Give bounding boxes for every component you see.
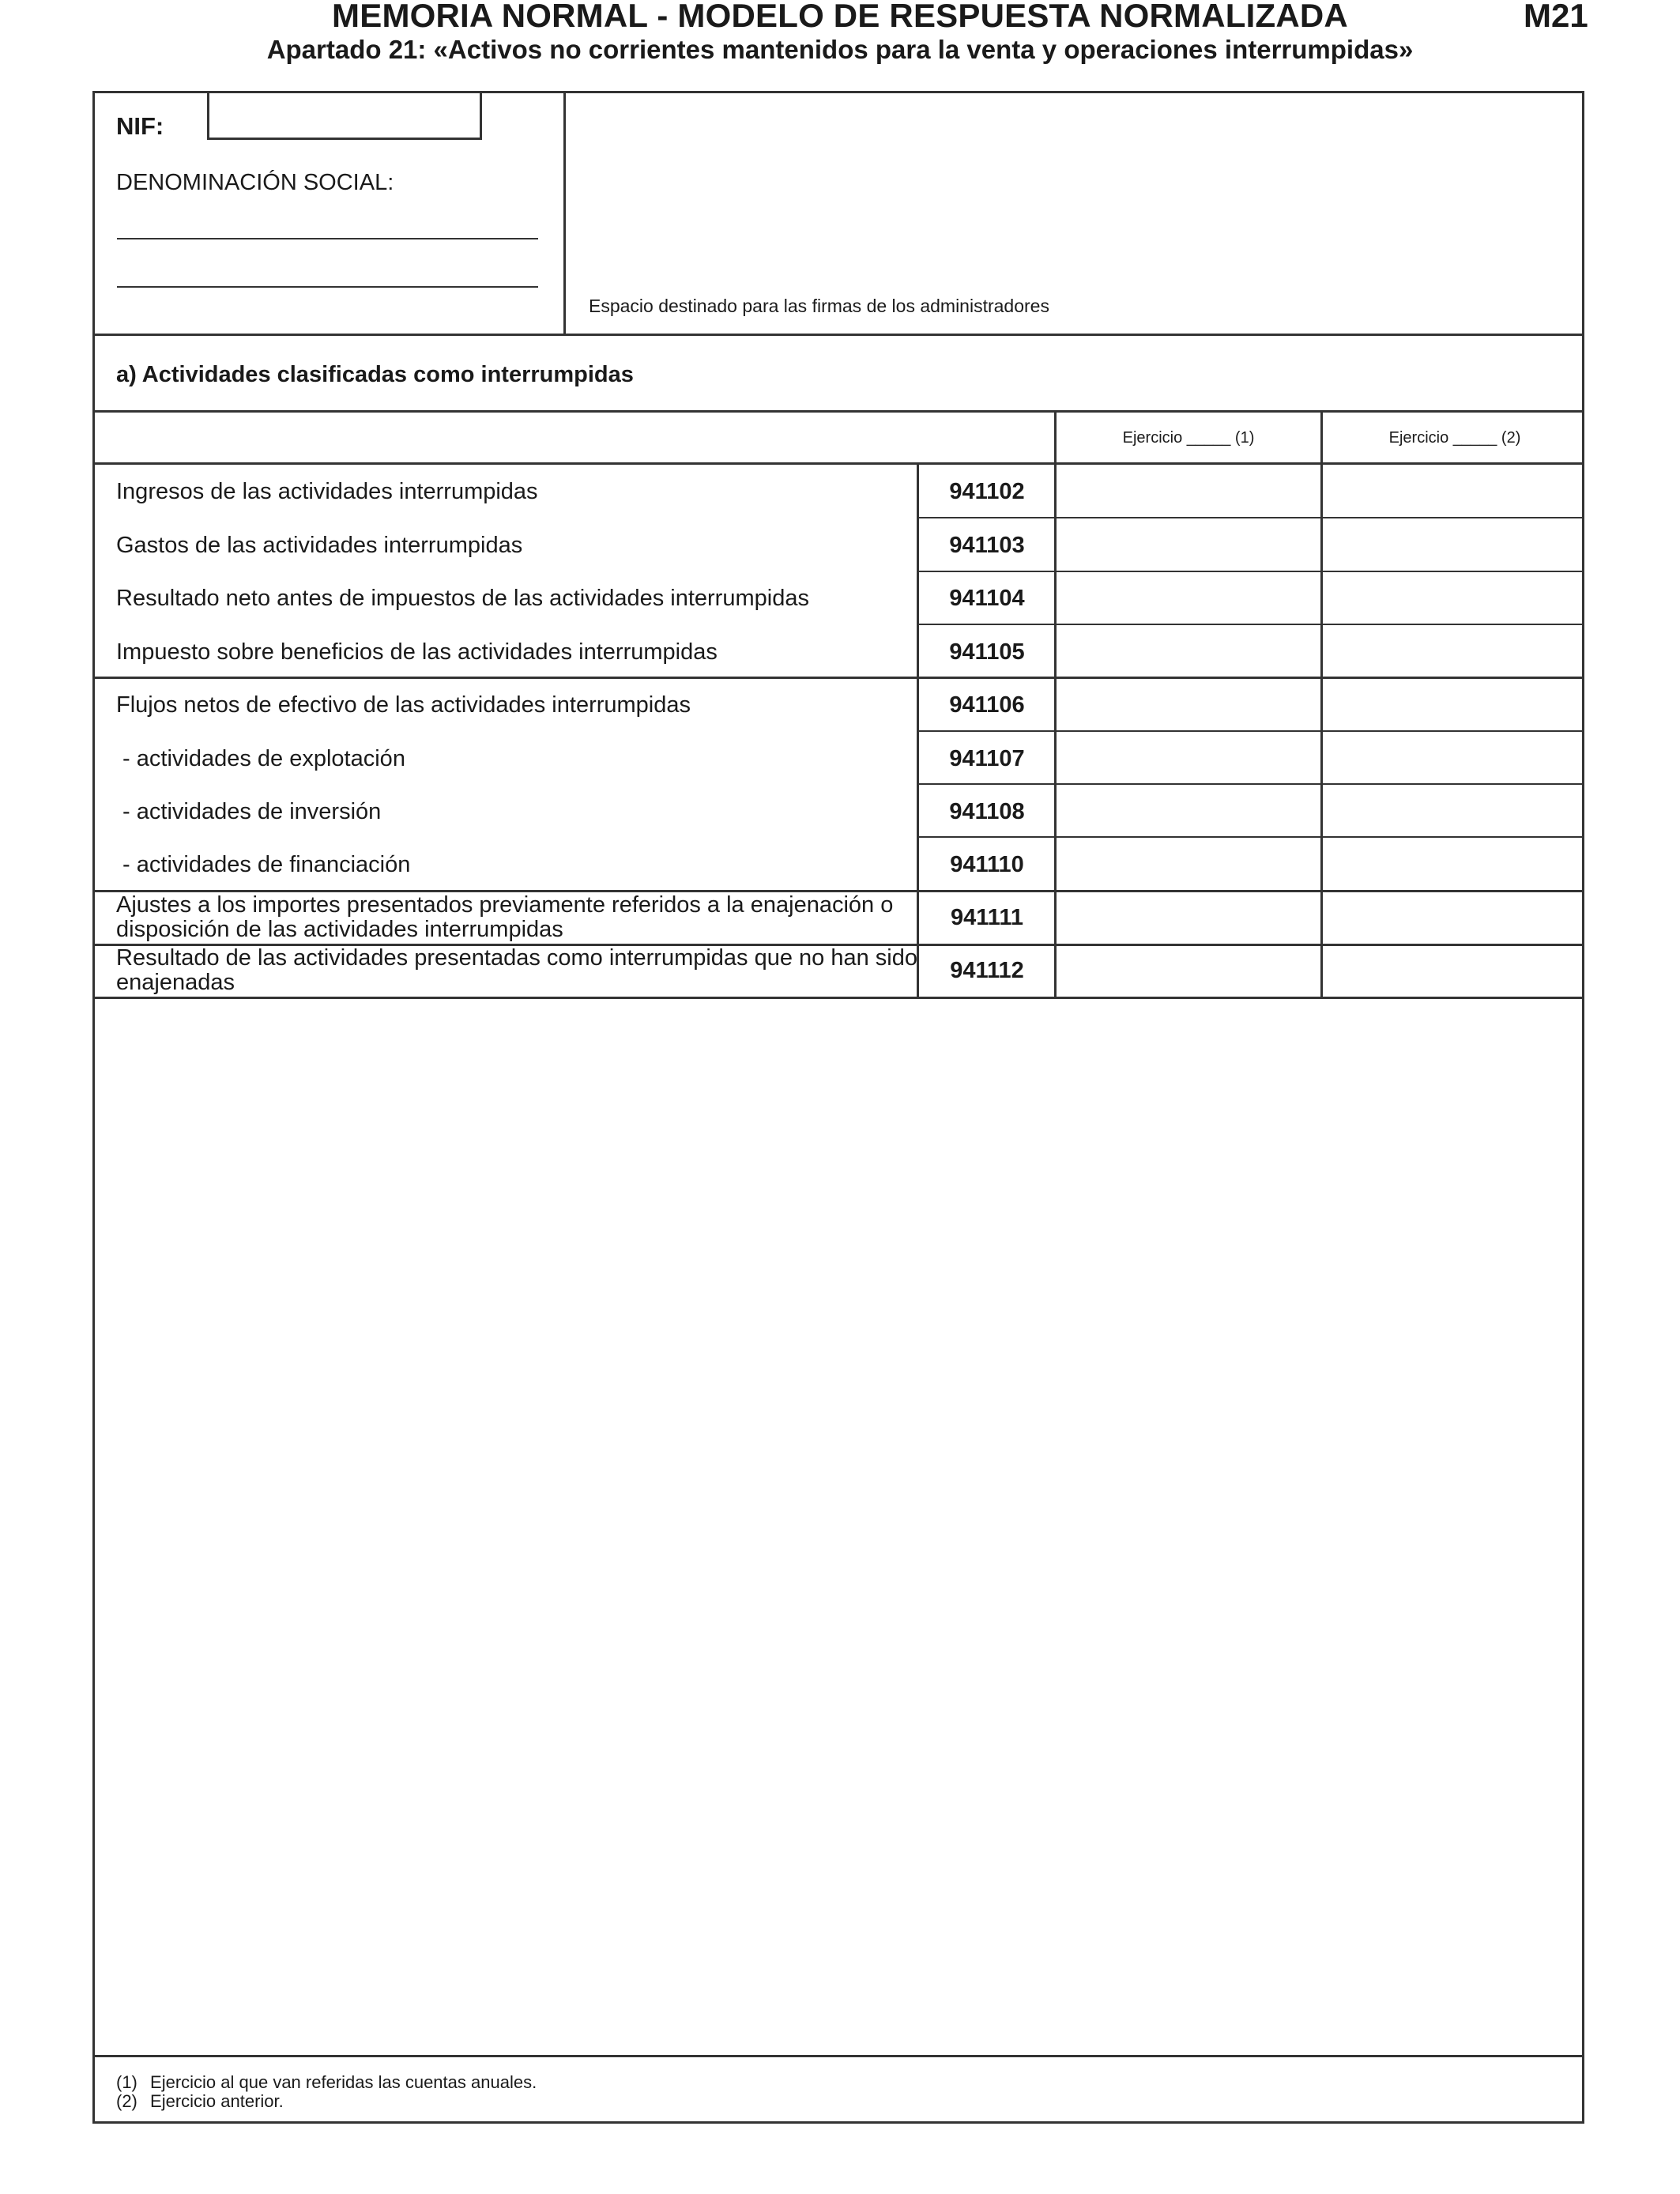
denominacion-line-1[interactable] <box>117 238 538 239</box>
row-code-941106: 941106 <box>949 692 1025 718</box>
row-label-941111 <box>116 893 893 942</box>
footnote-divider <box>92 2055 1584 2057</box>
value-941107-ejercicio-2[interactable] <box>1323 732 1584 783</box>
nif-input[interactable] <box>207 91 482 140</box>
value-941103-ejercicio-2[interactable] <box>1323 518 1584 571</box>
section-a-heading <box>116 362 634 388</box>
value-941111-ejercicio-1[interactable] <box>1057 892 1320 944</box>
row-label-941112-line-2: enajenadas <box>116 970 235 995</box>
value-941110-ejercicio-1[interactable] <box>1057 838 1320 890</box>
value-941107-ejercicio-1[interactable] <box>1057 732 1320 783</box>
value-941102-ejercicio-2[interactable] <box>1323 465 1584 517</box>
page-subtitle: Apartado 21: «Activos no corrientes mantenidos para la venta y operaciones interrumpidas» <box>266 35 1414 64</box>
value-941106-ejercicio-1[interactable] <box>1057 679 1320 730</box>
row-label-941105: Impuesto sobre beneficios de las actividades interrumpidas <box>116 639 718 665</box>
row-code-941102: 941102 <box>949 479 1025 504</box>
value-941103-ejercicio-1[interactable] <box>1057 518 1320 571</box>
row-code-941107: 941107 <box>949 746 1025 771</box>
denominacion-label: DENOMINACIÓN SOCIAL: <box>116 170 394 195</box>
ejercicio-2-header: Ejercicio _____ (2) <box>1388 429 1521 447</box>
row-code-941108: 941108 <box>949 799 1025 824</box>
row-code-941104: 941104 <box>949 586 1025 611</box>
id-divider <box>563 91 566 335</box>
row-code-941103: 941103 <box>949 533 1025 558</box>
section-a-title: Actividades clasificadas como interrumpidas <box>141 362 634 387</box>
divider <box>92 410 1584 413</box>
value-941108-ejercicio-2[interactable] <box>1323 785 1584 836</box>
value-941105-ejercicio-2[interactable] <box>1323 625 1584 677</box>
row-label-941106: Flujos netos de efectivo de las actividades interrumpidas <box>116 692 691 718</box>
row-label-941103: Gastos de las actividades interrumpidas <box>116 533 523 558</box>
row-code-941112: 941112 <box>950 958 1024 983</box>
page-title: MEMORIA NORMAL - MODELO DE RESPUESTA NORMALIZADA <box>332 0 1348 34</box>
value-941104-ejercicio-2[interactable] <box>1323 572 1584 624</box>
row-label-941112 <box>116 946 917 995</box>
footnote-2-mark: (2) <box>116 2091 137 2111</box>
firmas-label: Espacio destinado para las firmas de los administradores <box>589 296 1049 316</box>
footnote-2-text: Ejercicio anterior. <box>150 2091 284 2111</box>
value-941112-ejercicio-2[interactable] <box>1323 946 1584 997</box>
row-label-941112-line-1: Resultado de las actividades presentadas como interrumpidas que no han sido <box>116 945 918 971</box>
model-code: M21 <box>1524 0 1588 34</box>
value-941110-ejercicio-2[interactable] <box>1323 838 1584 890</box>
divider <box>92 334 1584 336</box>
row-code-941111: 941111 <box>951 905 1023 930</box>
row-label-941110: - actividades de financiación <box>116 852 411 877</box>
ejercicio-1-header: Ejercicio _____ (1) <box>1122 429 1255 447</box>
row-code-941110: 941110 <box>950 852 1024 877</box>
row-label-941111-line-2: disposición de las actividades interrumpidas <box>116 917 563 942</box>
value-941104-ejercicio-1[interactable] <box>1057 572 1320 624</box>
notes-area[interactable] <box>95 999 1582 2053</box>
value-941102-ejercicio-1[interactable] <box>1057 465 1320 517</box>
row-label-941111-line-1: Ajustes a los importes presentados previamente referidos a la enajenación o <box>116 892 894 918</box>
footnote-1-mark: (1) <box>116 2072 137 2092</box>
row-label-941102: Ingresos de las actividades interrumpidas <box>116 479 538 504</box>
value-941106-ejercicio-2[interactable] <box>1323 679 1584 730</box>
row-label-941104: Resultado neto antes de impuestos de las actividades interrumpidas <box>116 586 809 611</box>
value-941111-ejercicio-2[interactable] <box>1323 892 1584 944</box>
footnote-2 <box>116 2091 284 2112</box>
footnote-1-text: Ejercicio al que van referidas las cuentas anuales. <box>150 2072 537 2092</box>
value-941112-ejercicio-1[interactable] <box>1057 946 1320 997</box>
value-941108-ejercicio-1[interactable] <box>1057 785 1320 836</box>
row-label-941107: - actividades de explotación <box>116 746 405 771</box>
section-a-prefix: a) <box>116 362 137 387</box>
row-label-941108: - actividades de inversión <box>116 799 382 824</box>
denominacion-line-2[interactable] <box>117 286 538 288</box>
footnote-1 <box>116 2072 537 2093</box>
value-941105-ejercicio-1[interactable] <box>1057 625 1320 677</box>
row-code-941105: 941105 <box>949 639 1025 665</box>
nif-label: NIF: <box>116 112 164 140</box>
